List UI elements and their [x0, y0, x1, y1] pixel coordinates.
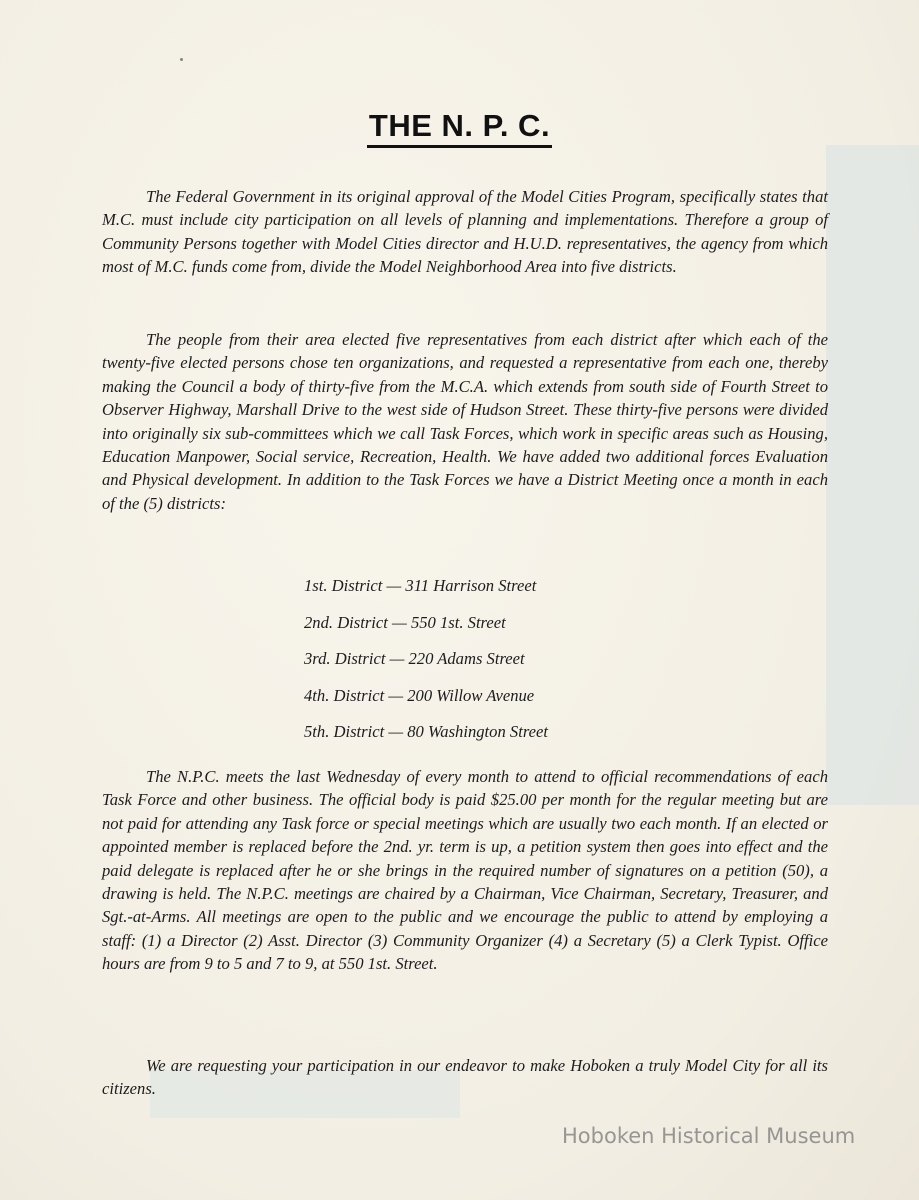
district-item: 1st. District — 311 Harrison Street: [304, 576, 537, 595]
paragraph-npc-meetings: The N.P.C. meets the last Wednesday of every month to attend to official recommendations of each Task Force and other business. The official body is paid $25.00 per month for the regular meeting but are not paid for attending any Task force or special meetings which are usually two each month. If an elected or appointed member is replaced before the 2nd. yr. term is up, a petition system then goes into effect and the paid delegate is replaced after he or she brings in the required number of signatures on a petition (50), a drawing is held. The N.P.C. meetings are chaired by a Chairman, Vice Chairman, Secretary, Treasurer, and Sgt.-at-Arms. All meetings are open to the public and we encourage the public to attend by employing a staff: (1) a Director (2) Asst. Director (3) Community Organizer (4) a Secretary (5) a Clerk Typist. Office hours are from 9 to 5 and 7 to 9, at 550 1st. Street.: [102, 767, 828, 974]
page-title-wrapper: [0, 108, 919, 144]
paragraph-elected-representatives: The people from their area elected five representatives from each district after which each of the twenty-five elected persons chose ten organizations, and requested a representative from each one, thereby making the Council a body of thirty-five from the M.C.A. which extends from south side of Fourth Street to Observer Highway, Marshall Drive to the west side of Hudson Street. These thirty-five persons were divided into originally six sub-committees which we call Task Forces, which work in specific areas such as Housing, Education Manpower, Social service, Recreation, Health. We have added two additional forces Evaluation and Physical development. In addition to the Task Forces we have a District Meeting once a month in each of the (5) districts:: [102, 330, 828, 513]
paragraph-federal-government: The Federal Government in its original approval of the Model Cities Program, specifically states that M.C. must include city participation on all levels of planning and implementations. Therefore a group of Community Persons together with Model Cities director and H.U.D. representatives, the agency from which most of M.C. funds come from, divide the Model Neighborhood Area into five districts.: [102, 187, 828, 277]
museum-watermark: Hoboken Historical Museum: [562, 1124, 856, 1148]
district-list: [304, 574, 724, 757]
paper-speck: [180, 58, 183, 61]
bleed-through-shading: [826, 145, 919, 805]
district-item: 4th. District — 200 Willow Avenue: [304, 685, 535, 705]
paragraph-participation: We are requesting your participation in our endeavor to make Hoboken a truly Model City for all its citizens.: [102, 1056, 828, 1099]
district-item: 2nd. District — 550 1st. Street: [304, 612, 506, 632]
district-item: 3rd. District — 220 Adams Street: [304, 649, 525, 669]
page-title: THE N. P. C.: [367, 108, 552, 148]
district-item: 5th. District — 80 Washington Street: [304, 722, 548, 742]
